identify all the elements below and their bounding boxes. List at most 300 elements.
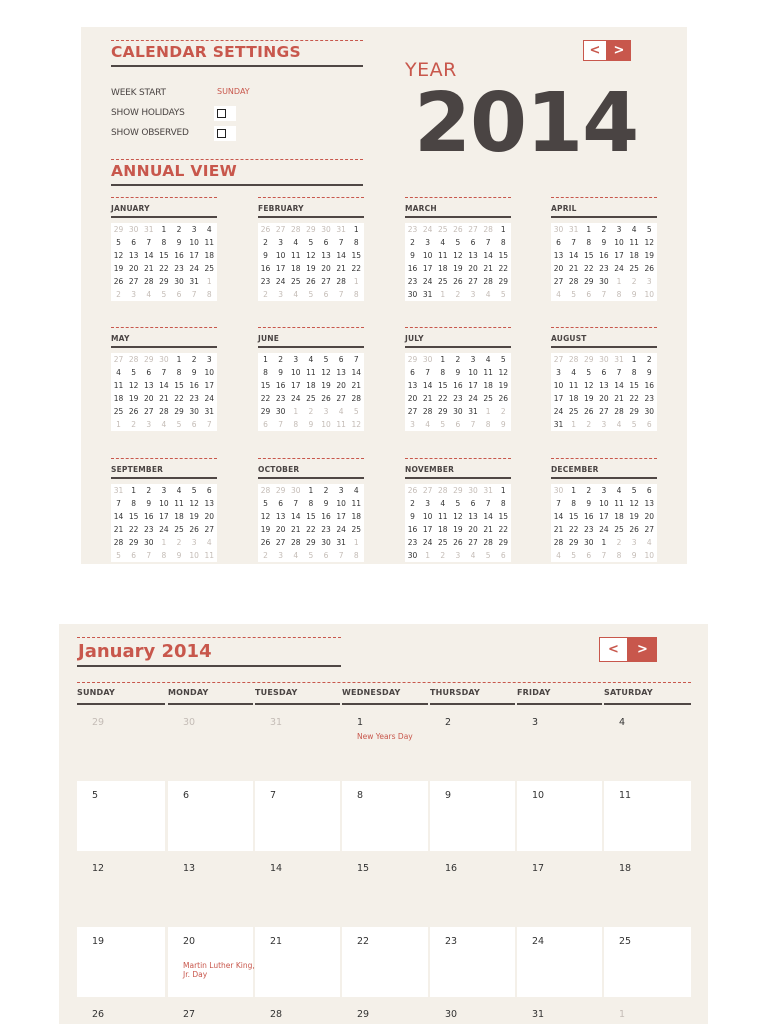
mini-month-divider [551, 197, 657, 198]
mini-day: 28 [156, 405, 171, 418]
mini-day: 7 [156, 366, 171, 379]
mini-day: 10 [551, 379, 566, 392]
mini-day: 18 [481, 379, 496, 392]
mini-day: 9 [596, 236, 611, 249]
mini-month-name: MARCH [405, 204, 437, 213]
mini-day: 17 [156, 510, 171, 523]
day-cell[interactable] [255, 781, 340, 851]
mini-day: 12 [450, 510, 465, 523]
day-number: 1 [619, 1009, 626, 1020]
mini-day: 19 [126, 392, 141, 405]
mini-day: 10 [596, 497, 611, 510]
mini-day: 6 [202, 484, 217, 497]
mini-day: 9 [581, 497, 596, 510]
mini-day: 15 [126, 510, 141, 523]
mini-day: 1 [126, 484, 141, 497]
mini-day: 31 [612, 353, 627, 366]
mini-day: 5 [187, 484, 202, 497]
mini-day: 24 [334, 523, 349, 536]
day-cell[interactable] [430, 1000, 515, 1024]
mini-day: 10 [288, 366, 303, 379]
mini-day: 11 [202, 236, 217, 249]
mini-day: 9 [273, 366, 288, 379]
month-top-divider [77, 637, 341, 638]
mini-day: 26 [627, 523, 642, 536]
mini-day: 28 [551, 536, 566, 549]
mini-day: 8 [481, 418, 496, 431]
mini-week-row [405, 523, 511, 536]
mini-day: 26 [450, 223, 465, 236]
mini-day: 2 [642, 353, 657, 366]
day-cell[interactable] [255, 1000, 340, 1024]
mini-day: 4 [612, 484, 627, 497]
show-observed-checkbox[interactable] [217, 129, 226, 138]
mini-day: 28 [349, 392, 364, 405]
mini-day: 18 [349, 510, 364, 523]
day-cell[interactable] [430, 854, 515, 924]
mini-day: 22 [566, 523, 581, 536]
mini-day: 16 [450, 379, 465, 392]
mini-week-row [405, 549, 511, 562]
day-number: 3 [532, 717, 539, 728]
mini-day: 25 [627, 262, 642, 275]
mini-day: 13 [334, 366, 349, 379]
mini-day: 31 [334, 223, 349, 236]
mini-week-row [111, 523, 217, 536]
mini-day: 7 [273, 418, 288, 431]
mini-day: 29 [450, 484, 465, 497]
mini-day: 18 [172, 510, 187, 523]
mini-day: 27 [126, 275, 141, 288]
mini-day: 21 [288, 523, 303, 536]
mini-day: 29 [566, 536, 581, 549]
annual-top-divider [111, 159, 363, 160]
mini-day: 31 [141, 223, 156, 236]
mini-day: 2 [435, 549, 450, 562]
day-cell[interactable] [517, 1000, 602, 1024]
mini-day: 13 [273, 510, 288, 523]
week-start-value[interactable]: SUNDAY [217, 87, 250, 96]
mini-day: 22 [627, 392, 642, 405]
mini-day: 15 [156, 249, 171, 262]
mini-month-days [405, 484, 511, 562]
mini-day: 2 [258, 549, 273, 562]
mini-week-row [258, 353, 364, 366]
mini-day: 27 [551, 353, 566, 366]
mini-day: 5 [566, 549, 581, 562]
mini-week-row [111, 418, 217, 431]
mini-day: 6 [642, 418, 657, 431]
mini-day: 20 [126, 262, 141, 275]
mini-day: 21 [551, 523, 566, 536]
mini-week-row [111, 379, 217, 392]
mini-day: 21 [420, 392, 435, 405]
mini-month-rule [551, 477, 657, 479]
mini-day: 8 [156, 236, 171, 249]
day-cell[interactable] [342, 927, 428, 997]
mini-day: 7 [334, 549, 349, 562]
mini-day: 20 [642, 510, 657, 523]
mini-day: 8 [627, 366, 642, 379]
mini-day: 26 [405, 484, 420, 497]
day-cell[interactable] [604, 927, 691, 997]
mini-day: 4 [481, 353, 496, 366]
mini-day: 15 [496, 249, 511, 262]
mini-day: 3 [420, 236, 435, 249]
mini-day: 7 [111, 497, 126, 510]
mini-day: 2 [496, 405, 511, 418]
mini-day: 9 [303, 418, 318, 431]
mini-day: 12 [642, 236, 657, 249]
mini-day: 27 [642, 523, 657, 536]
mini-day: 21 [141, 262, 156, 275]
mini-day: 1 [435, 288, 450, 301]
day-number: 5 [92, 790, 99, 801]
mini-day: 11 [612, 497, 627, 510]
mini-day: 30 [420, 353, 435, 366]
mini-day: 10 [334, 497, 349, 510]
mini-day: 15 [303, 510, 318, 523]
mini-month-name: JANUARY [111, 204, 150, 213]
mini-day: 23 [405, 223, 420, 236]
mini-day: 10 [202, 366, 217, 379]
mini-day: 17 [202, 379, 217, 392]
mini-day: 20 [405, 392, 420, 405]
mini-day: 25 [435, 275, 450, 288]
show-holidays-cell [214, 106, 236, 121]
mini-month-divider [258, 327, 364, 328]
mini-day: 30 [596, 353, 611, 366]
mini-day: 16 [141, 510, 156, 523]
mini-day: 21 [334, 262, 349, 275]
mini-day: 16 [405, 262, 420, 275]
day-cell[interactable] [517, 854, 602, 924]
mini-day: 3 [273, 288, 288, 301]
mini-day: 16 [273, 379, 288, 392]
mini-day: 27 [466, 223, 481, 236]
mini-day: 30 [551, 223, 566, 236]
day-cell[interactable] [255, 854, 340, 924]
day-cell[interactable] [430, 708, 515, 778]
mini-day: 18 [627, 249, 642, 262]
show-holidays-checkbox[interactable] [217, 109, 226, 118]
mini-day: 11 [349, 497, 364, 510]
prev-month-button[interactable]: < [599, 637, 628, 662]
day-cell[interactable] [430, 927, 515, 997]
mini-day: 20 [273, 523, 288, 536]
mini-week-row [258, 405, 364, 418]
show-observed-cell [214, 126, 236, 141]
day-cell[interactable] [168, 927, 253, 997]
mini-day: 31 [187, 275, 202, 288]
mini-day: 26 [258, 223, 273, 236]
next-month-button[interactable]: > [628, 637, 657, 662]
day-cell[interactable] [342, 854, 428, 924]
day-cell[interactable] [77, 927, 165, 997]
next-year-button[interactable]: > [607, 40, 631, 61]
mini-day: 16 [172, 249, 187, 262]
mini-day: 27 [596, 405, 611, 418]
day-cell[interactable] [77, 708, 165, 778]
mini-day: 4 [627, 223, 642, 236]
prev-year-button[interactable]: < [583, 40, 607, 61]
mini-day: 6 [187, 418, 202, 431]
mini-day: 18 [303, 379, 318, 392]
mini-week-row [258, 418, 364, 431]
mini-month-name: JULY [405, 334, 424, 343]
day-number: 31 [532, 1009, 545, 1020]
mini-day: 2 [258, 236, 273, 249]
day-number: 9 [445, 790, 452, 801]
mini-day: 1 [627, 353, 642, 366]
mini-day: 4 [288, 549, 303, 562]
day-number: 26 [92, 1009, 105, 1020]
mini-day: 27 [141, 405, 156, 418]
mini-day: 19 [319, 379, 334, 392]
mini-day: 21 [612, 392, 627, 405]
mini-day: 17 [612, 249, 627, 262]
mini-day: 7 [420, 366, 435, 379]
day-cell[interactable] [168, 854, 253, 924]
mini-day: 6 [172, 288, 187, 301]
day-cell[interactable] [604, 708, 691, 778]
mini-month-days [551, 353, 657, 431]
mini-month-days [111, 484, 217, 562]
mini-day: 31 [111, 484, 126, 497]
mini-day: 7 [288, 497, 303, 510]
mini-month-name: AUGUST [551, 334, 587, 343]
mini-day: 26 [258, 536, 273, 549]
year-value[interactable]: 2014 [414, 76, 639, 171]
mini-day: 2 [172, 536, 187, 549]
mini-day: 1 [566, 418, 581, 431]
mini-week-row [258, 484, 364, 497]
mini-week-row [258, 223, 364, 236]
month-title-rule [77, 665, 341, 667]
day-cell[interactable] [342, 708, 428, 778]
mini-week-row [551, 536, 657, 549]
mini-day: 12 [496, 366, 511, 379]
mini-week-row [111, 536, 217, 549]
mini-week-row [405, 536, 511, 549]
holiday-event: New Years Day [357, 732, 413, 741]
mini-day: 4 [172, 484, 187, 497]
day-number: 6 [183, 790, 190, 801]
mini-week-row [551, 418, 657, 431]
mini-day: 9 [627, 549, 642, 562]
mini-day: 19 [111, 262, 126, 275]
mini-week-row [258, 275, 364, 288]
mini-day: 3 [596, 418, 611, 431]
mini-week-row [405, 379, 511, 392]
mini-day: 4 [481, 288, 496, 301]
mini-day: 11 [111, 379, 126, 392]
mini-day: 8 [581, 236, 596, 249]
day-number: 27 [183, 1009, 196, 1020]
mini-day: 1 [156, 536, 171, 549]
mini-day: 2 [172, 223, 187, 236]
mini-month-rule [405, 216, 511, 218]
mini-day: 27 [466, 536, 481, 549]
mini-day: 26 [642, 262, 657, 275]
day-cell[interactable] [168, 781, 253, 851]
mini-day: 11 [481, 366, 496, 379]
day-number: 12 [92, 863, 105, 874]
mini-day: 11 [627, 236, 642, 249]
mini-day: 29 [496, 536, 511, 549]
day-cell[interactable] [77, 854, 165, 924]
day-cell[interactable] [168, 1000, 253, 1024]
mini-day: 28 [258, 484, 273, 497]
mini-day: 1 [566, 484, 581, 497]
mini-week-row [405, 366, 511, 379]
mini-day: 3 [551, 366, 566, 379]
mini-day: 23 [258, 275, 273, 288]
mini-day: 23 [141, 523, 156, 536]
day-cell[interactable] [342, 1000, 428, 1024]
mini-day: 7 [187, 288, 202, 301]
day-cell[interactable] [168, 708, 253, 778]
day-cell[interactable] [604, 854, 691, 924]
mini-day: 9 [172, 549, 187, 562]
mini-day: 6 [273, 497, 288, 510]
day-number: 1 [357, 717, 364, 728]
mini-month-days [258, 484, 364, 562]
mini-day: 5 [111, 549, 126, 562]
mini-day: 31 [466, 405, 481, 418]
mini-day: 29 [303, 536, 318, 549]
mini-day: 9 [258, 249, 273, 262]
mini-day: 3 [405, 418, 420, 431]
mini-day: 31 [420, 288, 435, 301]
mini-day: 7 [596, 549, 611, 562]
mini-day: 29 [496, 275, 511, 288]
day-cell[interactable] [342, 781, 428, 851]
mini-day: 7 [566, 236, 581, 249]
mini-day: 30 [405, 288, 420, 301]
mini-day: 3 [612, 223, 627, 236]
mini-day: 4 [349, 484, 364, 497]
mini-day: 8 [126, 497, 141, 510]
day-cell[interactable] [517, 781, 602, 851]
mini-day: 7 [596, 288, 611, 301]
mini-day: 11 [435, 510, 450, 523]
mini-day: 13 [551, 249, 566, 262]
day-cell[interactable] [430, 781, 515, 851]
mini-week-row [551, 366, 657, 379]
day-number: 7 [270, 790, 277, 801]
day-number: 20 [183, 936, 196, 947]
day-cell[interactable] [517, 927, 602, 997]
day-cell[interactable] [77, 781, 165, 851]
mini-month-divider [551, 458, 657, 459]
mini-week-row [111, 405, 217, 418]
mini-day: 12 [349, 418, 364, 431]
mini-month-name: APRIL [551, 204, 577, 213]
day-cell[interactable] [77, 1000, 165, 1024]
day-cell[interactable] [517, 708, 602, 778]
mini-day: 20 [466, 262, 481, 275]
mini-week-row [405, 275, 511, 288]
day-number: 30 [445, 1009, 458, 1020]
weekday-header-rule [430, 703, 515, 705]
mini-day: 19 [450, 523, 465, 536]
mini-day: 9 [319, 497, 334, 510]
mini-month-rule [258, 477, 364, 479]
mini-day: 22 [496, 523, 511, 536]
mini-day: 5 [126, 366, 141, 379]
mini-week-row [111, 223, 217, 236]
mini-day: 6 [405, 366, 420, 379]
day-cell[interactable] [255, 708, 340, 778]
day-cell[interactable] [604, 1000, 691, 1024]
mini-day: 6 [450, 418, 465, 431]
mini-day: 28 [420, 405, 435, 418]
mini-day: 1 [435, 353, 450, 366]
mini-day: 5 [303, 236, 318, 249]
mini-day: 22 [156, 262, 171, 275]
mini-day: 2 [450, 288, 465, 301]
year-label: YEAR [405, 59, 457, 81]
mini-day: 1 [349, 223, 364, 236]
mini-day: 13 [466, 249, 481, 262]
mini-day: 26 [187, 523, 202, 536]
mini-day: 7 [202, 418, 217, 431]
mini-week-row [258, 262, 364, 275]
mini-day: 21 [566, 262, 581, 275]
mini-day: 17 [288, 379, 303, 392]
mini-day: 14 [156, 379, 171, 392]
mini-day: 6 [334, 353, 349, 366]
mini-day: 7 [481, 497, 496, 510]
day-number: 29 [357, 1009, 370, 1020]
mini-day: 4 [435, 497, 450, 510]
mini-day: 30 [288, 484, 303, 497]
day-cell[interactable] [255, 927, 340, 997]
mini-day: 8 [566, 497, 581, 510]
mini-day: 20 [334, 379, 349, 392]
mini-day: 7 [551, 497, 566, 510]
mini-day: 31 [566, 223, 581, 236]
mini-month-name: DECEMBER [551, 465, 599, 474]
mini-day: 29 [303, 223, 318, 236]
mini-day: 31 [334, 536, 349, 549]
mini-day: 23 [405, 275, 420, 288]
mini-month-name: OCTOBER [258, 465, 300, 474]
holiday-event: Martin Luther King, Jr. Day [183, 961, 255, 979]
mini-day: 16 [405, 523, 420, 536]
mini-day: 4 [612, 418, 627, 431]
mini-week-row [551, 223, 657, 236]
mini-week-row [405, 497, 511, 510]
mini-day: 3 [466, 353, 481, 366]
mini-month-divider [258, 458, 364, 459]
mini-day: 16 [319, 510, 334, 523]
mini-week-row [111, 484, 217, 497]
mini-day: 14 [481, 249, 496, 262]
mini-day: 8 [303, 497, 318, 510]
day-cell[interactable] [604, 781, 691, 851]
mini-day: 1 [420, 549, 435, 562]
mini-day: 3 [642, 275, 657, 288]
mini-day: 23 [581, 523, 596, 536]
mini-day: 29 [405, 353, 420, 366]
mini-week-row [258, 510, 364, 523]
mini-day: 1 [481, 405, 496, 418]
day-number: 17 [532, 863, 545, 874]
mini-day: 26 [450, 275, 465, 288]
weekday-header-thursday: THURSDAY [430, 688, 481, 697]
